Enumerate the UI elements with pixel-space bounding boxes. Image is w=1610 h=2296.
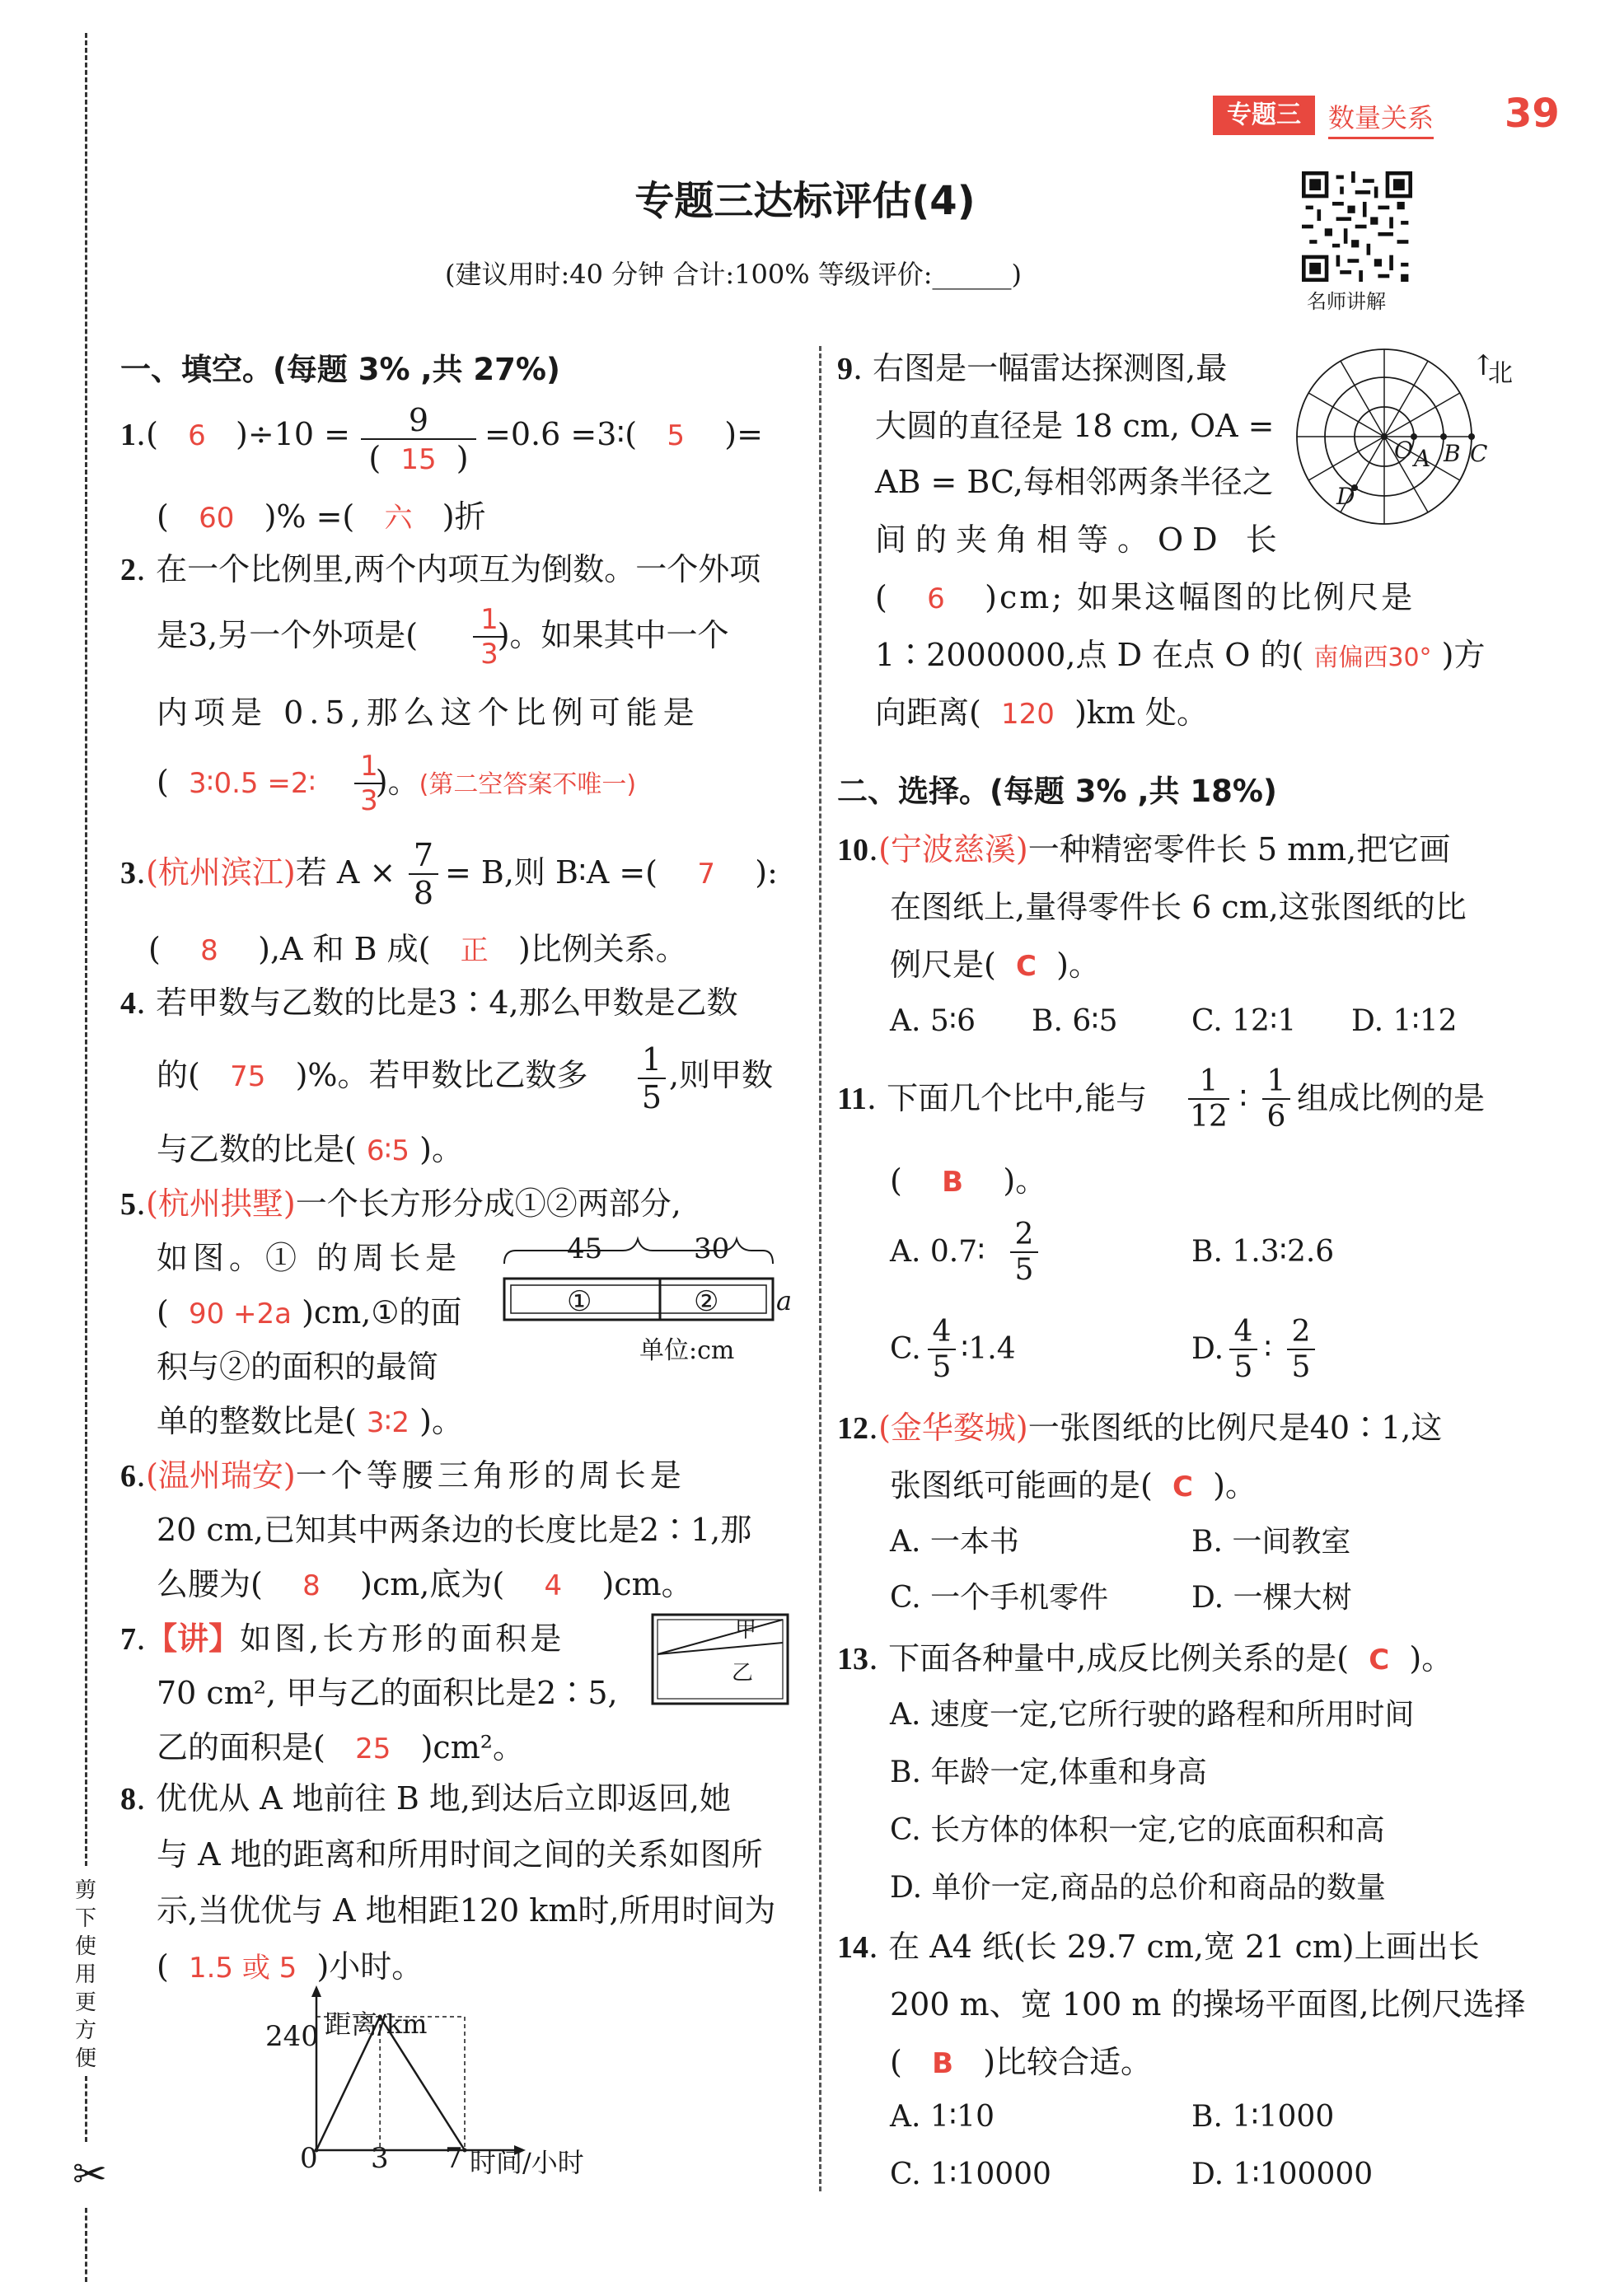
radar-spoke-5 <box>1308 437 1384 480</box>
q12-option-a: A. 一本书 <box>890 1525 1019 1559</box>
q10-option-d: D. 1∶12 <box>1351 1004 1458 1038</box>
q2-line1: 2. 在一个比例里,两个内项互为倒数。一个外项 <box>120 551 761 587</box>
q6-line2: 20 cm,已知其中两条边的长度比是2∶1,那 <box>157 1512 752 1548</box>
q9-fig-b: B <box>1444 440 1461 467</box>
q5-line5: 单的整数比是( 3∶2 )。 <box>157 1403 463 1439</box>
q5-line2: 如图。① 的周长是 <box>157 1240 462 1276</box>
q12-line1: 12.(金华婺城)一张图纸的比例尺是40∶1,这 <box>837 1410 1443 1446</box>
q11-colon: ∶ <box>1239 1080 1247 1116</box>
q2-answer2-frac: 1 3 <box>354 750 384 817</box>
q11-frac1: 1 12 <box>1188 1064 1229 1134</box>
q13-option-d: D. 单价一定,商品的总价和商品的数量 <box>890 1871 1386 1905</box>
q14-line3: ( B )比较合适。 <box>890 2044 1153 2080</box>
q8-line1: 8. 优优从 A 地前往 B 地,到达后立即返回,她 <box>120 1780 732 1817</box>
q12-option-b: B. 一间教室 <box>1191 1525 1351 1559</box>
header-tag: 专题三 <box>1213 96 1315 135</box>
page-number: 39 <box>1505 91 1560 137</box>
q11-option-a-frac: 2 5 <box>1010 1218 1038 1287</box>
q14-option-c: C. 1∶10000 <box>890 2158 1051 2191</box>
q4-fraction: 1 5 <box>638 1041 666 1115</box>
q6-line3: 么腰为( 8 )cm,底为( 4 )cm。 <box>157 1566 693 1602</box>
q14-option-b: B. 1∶1000 <box>1191 2100 1335 2134</box>
q6-line1: 6.(温州瑞安)一个等腰三角形的周长是 <box>120 1457 686 1494</box>
q14-line2: 200 m、宽 100 m 的操场平面图,比例尺选择 <box>890 1986 1526 2022</box>
q5-fig-unit: 单位:cm <box>639 1336 735 1365</box>
q5-fig-width1: 45 <box>567 1232 603 1265</box>
q4-line2: 的( 75 )%。若甲数比乙数多 <box>157 1057 588 1093</box>
q9-line2: 大圆的直径是 18 cm, OA = <box>875 408 1275 444</box>
q7-fig-label-a: 甲 <box>735 1618 757 1643</box>
q11-option-d: D. <box>1191 1332 1224 1366</box>
q2-line4: ( 3∶0.5 =2∶ )。(第二空答案不唯一) <box>157 764 637 800</box>
chart-y-arrow <box>311 1985 321 1997</box>
q3-line2: ( 8 ),A 和 B 成( 正 )比例关系。 <box>148 931 687 967</box>
q12-option-d: D. 一棵大树 <box>1191 1581 1352 1615</box>
q2-answer1: 1 3 <box>473 603 506 671</box>
q5-line3: ( 90 +2a )cm,①的面 <box>157 1294 462 1330</box>
qr-label: 名师讲解 <box>1307 290 1386 313</box>
cut-line-bottom <box>85 2208 87 2282</box>
q9-fig-a: A <box>1414 445 1431 472</box>
radar-spoke-8 <box>1341 361 1384 437</box>
q8-chart-xtick-0: 0 <box>300 2142 318 2175</box>
q9-fig-north: 北 <box>1488 359 1513 388</box>
cut-note: 剪 下 使 用 更 方 便 <box>74 1878 96 2071</box>
q1-line1: 1.( 6 )÷10 = <box>120 416 350 452</box>
q8-chart-ylabel: 距离/km <box>325 2008 428 2040</box>
q9-line3: AB = BC,每相邻两条半径之 <box>875 464 1274 500</box>
q13-option-c: C. 长方体的体积一定,它的底面积和高 <box>890 1813 1385 1847</box>
q14-option-d: D. 1∶100000 <box>1191 2158 1374 2191</box>
q11-line1b: 组成比例的是 <box>1297 1080 1486 1116</box>
q11-option-d-frac1: 4 5 <box>1229 1315 1257 1384</box>
page-subtitle: (建议用时:40 分钟 合计:100% 等级评价:______) <box>445 259 1023 290</box>
north-arrow-icon: ↑ <box>1472 349 1495 382</box>
q8-line3: 示,当优优与 A 地相距120 km时,所用时间为 <box>157 1892 776 1929</box>
q12-line2: 张图纸可能画的是( C )。 <box>890 1467 1257 1503</box>
cut-line-mid <box>85 2076 87 2142</box>
radar-spoke-11 <box>1384 393 1460 437</box>
q14-option-a: A. 1∶10 <box>890 2100 995 2134</box>
q9-line5: ( 6 )cm; 如果这幅图的比例尺是 <box>875 579 1416 615</box>
radar-point-0 <box>1381 433 1388 440</box>
q13-option-b: B. 年龄一定,体重和身高 <box>890 1756 1207 1789</box>
q10-line3: 例尺是( C )。 <box>890 947 1100 983</box>
section-heading-fill: 一、填空。(每题 3% ,共 27%) <box>120 352 560 387</box>
cut-line-top <box>85 33 87 1866</box>
q9-radar-figure <box>1294 346 1475 527</box>
q5-fig-part1: ① <box>567 1285 592 1318</box>
q9-line6: 1∶2000000,点 D 在点 O 的( 南偏西30° )方 <box>875 637 1486 673</box>
q9-fig-d: D <box>1336 483 1355 510</box>
q1-line1b: =0.6 =3∶( 5 )= <box>484 416 763 452</box>
page-title: 专题三达标评估(4) <box>634 178 976 224</box>
radar-point-2 <box>1440 433 1447 440</box>
q8-chart-ytick: 240 <box>265 2020 319 2053</box>
header-topic: 数量关系 <box>1328 97 1434 139</box>
q1-line2: ( 60 )% =( 六 )折 <box>157 498 486 535</box>
q13-option-a: A. 速度一定,它所行驶的路程和所用时间 <box>890 1698 1415 1732</box>
q11-line1: 11. 下面几个比中,能与 <box>837 1080 1148 1116</box>
scissors-icon: ✂ <box>73 2150 107 2198</box>
q9-fig-c: C <box>1470 440 1488 467</box>
q5-line1: 5.(杭州拱墅)一个长方形分成①②两部分, <box>120 1185 681 1222</box>
q5-fig-width2: 30 <box>694 1232 730 1265</box>
q9-line7: 向距离( 120 )km 处。 <box>875 694 1209 731</box>
q7-line3: 乙的面积是( 25 )cm²。 <box>157 1729 524 1765</box>
q11-option-c-frac: 4 5 <box>928 1315 956 1384</box>
q11-option-d-frac2: 2 5 <box>1287 1315 1315 1384</box>
q12-option-c: C. 一个手机零件 <box>890 1581 1109 1615</box>
section-heading-choice: 二、选择。(每题 3% ,共 18%) <box>837 774 1277 809</box>
radar-spoke-10 <box>1384 361 1428 437</box>
q13-line1: 13. 下面各种量中,成反比例关系的是( C )。 <box>837 1640 1453 1676</box>
q9-line4: 间的夹角相等。OD 长 <box>875 521 1286 558</box>
q10-option-b: B. 6∶5 <box>1032 1004 1118 1038</box>
q8-chart-xtick-3: 3 <box>371 2142 389 2175</box>
q11-option-b: B. 1.3∶2.6 <box>1191 1235 1335 1269</box>
q3-line1: 3.(杭州滨江)若 A × <box>120 854 396 891</box>
q7-rectangle-figure <box>651 1613 791 1707</box>
q5-fig-part2: ② <box>694 1285 719 1318</box>
q7-line2: 70 cm², 甲与乙的面积比是2∶5, <box>157 1675 618 1711</box>
q11-line2: ( B )。 <box>890 1162 1047 1199</box>
q11-option-a: A. 0.7∶ <box>890 1235 985 1269</box>
chart-point-2 <box>463 2149 467 2153</box>
q8-chart-xlabel: 时间/小时 <box>470 2147 584 2178</box>
q7-line1: 7.【讲】如图,长方形的面积是 <box>120 1620 565 1657</box>
q10-option-a: A. 5∶6 <box>890 1004 976 1038</box>
q10-option-c: C. 12∶1 <box>1191 1004 1297 1038</box>
q2-line2: 是3,另一个外项是( )。如果其中一个 <box>157 617 729 653</box>
q8-line4: ( 1.5 或 5 )小时。 <box>157 1948 424 1985</box>
radar-point-3 <box>1468 433 1475 440</box>
q14-line1: 14. 在 A4 纸(长 29.7 cm,宽 21 cm)上画出长 <box>837 1929 1480 1965</box>
q2-line3: 内项是 0.5,那么这个比例可能是 <box>157 694 700 731</box>
q10-line2: 在图纸上,量得零件长 6 cm,这张图纸的比 <box>890 889 1467 925</box>
q3-fraction: 7 8 <box>409 837 438 911</box>
column-divider <box>819 346 821 2191</box>
q4-line2c: ,则甲数 <box>669 1057 774 1093</box>
q4-line1: 4. 若甲数与乙数的比是3∶4,那么甲数是乙数 <box>120 984 738 1021</box>
q11-option-d-colon: ∶ <box>1264 1332 1272 1366</box>
q7-fig-label-b: 乙 <box>732 1661 754 1686</box>
q8-chart-xtick-7: 7 <box>445 2142 463 2175</box>
q4-line3: 与乙数的比是( 6∶5 )。 <box>157 1131 463 1167</box>
radar-spoke-7 <box>1308 393 1384 437</box>
q3-line1b: = B,则 B∶A =( 7 ): <box>445 854 778 891</box>
q11-option-c: C. <box>890 1332 921 1366</box>
q9-fig-o: O <box>1394 437 1413 464</box>
q5-fig-height: a <box>776 1285 793 1316</box>
q8-line2: 与 A 地的距离和所用时间之间的关系如图所 <box>157 1836 763 1873</box>
q1-fraction: 9 ( 15 ) <box>361 402 476 476</box>
qr-code-icon <box>1302 171 1412 282</box>
q11-frac2: 1 6 <box>1262 1064 1290 1134</box>
q10-line1: 10.(宁波慈溪)一种精密零件长 5 mm,把它画 <box>837 831 1451 867</box>
q9-line1: 9. 右图是一幅雷达探测图,最 <box>837 350 1228 386</box>
q11-option-c-tail: ∶1.4 <box>961 1332 1016 1366</box>
q5-line4: 积与②的面积的最简 <box>157 1349 439 1385</box>
